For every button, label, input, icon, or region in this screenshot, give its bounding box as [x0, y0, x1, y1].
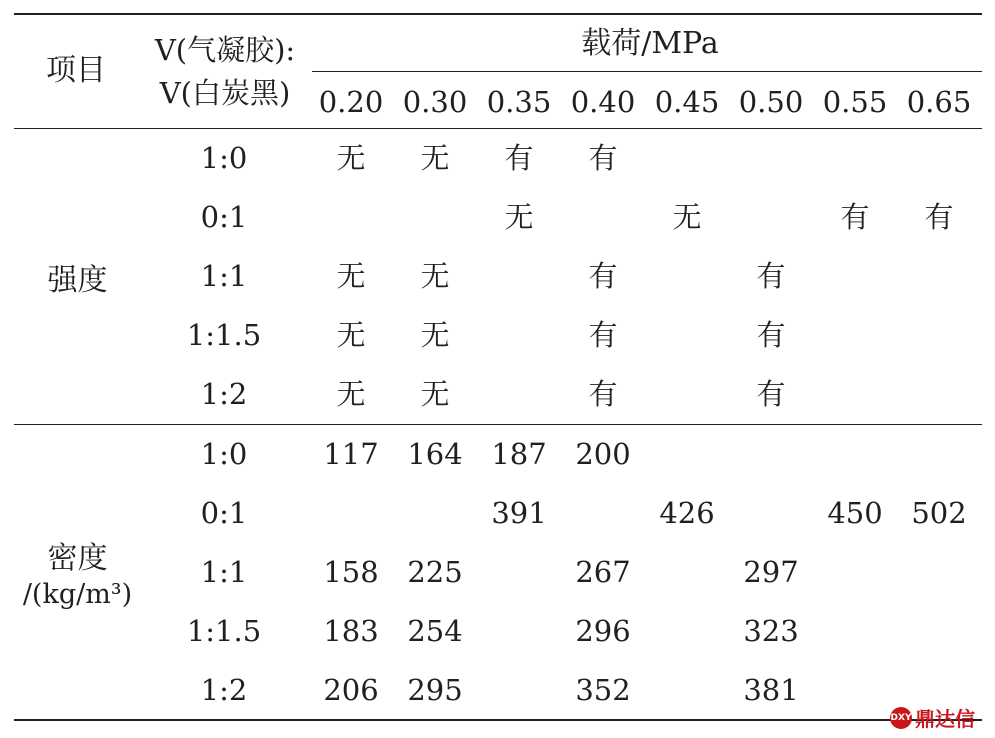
- column-header-ratio-line2: V(白炭黑): [159, 76, 291, 110]
- load-value-header: 0.55: [822, 85, 888, 119]
- column-header-item: 项目: [46, 53, 106, 88]
- header-bottom-rule: [14, 128, 982, 129]
- value-cell: 有: [504, 141, 534, 175]
- value-cell: 295: [407, 673, 463, 707]
- value-cell: 254: [407, 614, 463, 648]
- value-cell: 352: [575, 673, 631, 707]
- ratio-cell: 1:1: [200, 555, 248, 589]
- value-cell: 无: [336, 318, 366, 352]
- load-value-header: 0.65: [906, 85, 972, 119]
- group-label: [10, 540, 145, 611]
- value-cell: 无: [672, 200, 702, 234]
- bottom-rule: [14, 719, 982, 721]
- ratio-cell: 1:2: [200, 377, 248, 411]
- watermark-text: 鼎达信: [915, 707, 975, 731]
- ratio-cell: 0:1: [200, 496, 248, 530]
- value-cell: 200: [575, 437, 631, 471]
- load-value-header: 0.50: [738, 85, 804, 119]
- load-value-header: 0.30: [402, 85, 468, 119]
- value-cell: 297: [743, 555, 799, 589]
- value-cell: 无: [336, 259, 366, 293]
- ratio-cell: 1:1.5: [186, 318, 262, 352]
- group-divider-rule: [14, 424, 982, 425]
- group-label-name: 密度: [47, 541, 108, 576]
- value-cell: 有: [588, 141, 618, 175]
- watermark-logo-icon: DXY: [890, 707, 912, 729]
- load-value-header: 0.35: [486, 85, 552, 119]
- value-cell: 117: [323, 437, 379, 471]
- value-cell: 381: [743, 673, 799, 707]
- value-cell: 323: [743, 614, 799, 648]
- value-cell: 426: [659, 496, 715, 530]
- value-cell: 有: [756, 377, 786, 411]
- value-cell: 有: [588, 259, 618, 293]
- value-cell: 无: [420, 377, 450, 411]
- value-cell: 158: [323, 555, 379, 589]
- watermark: [890, 703, 975, 732]
- top-rule: [14, 13, 982, 15]
- value-cell: 有: [924, 200, 954, 234]
- value-cell: 有: [588, 377, 618, 411]
- value-cell: 164: [407, 437, 463, 471]
- value-cell: 206: [323, 673, 379, 707]
- value-cell: 有: [756, 259, 786, 293]
- value-cell: 有: [840, 200, 870, 234]
- value-cell: 267: [575, 555, 631, 589]
- value-cell: 无: [336, 141, 366, 175]
- value-cell: 183: [323, 614, 379, 648]
- load-value-header: 0.40: [570, 85, 636, 119]
- load-value-header: 0.20: [318, 85, 384, 119]
- value-cell: 无: [504, 200, 534, 234]
- value-cell: 无: [420, 318, 450, 352]
- ratio-cell: 1:0: [200, 141, 248, 175]
- value-cell: 391: [491, 496, 547, 530]
- value-cell: 无: [336, 377, 366, 411]
- ratio-cell: 1:1: [200, 259, 248, 293]
- value-cell: 502: [911, 496, 967, 530]
- ratio-cell: 1:0: [200, 437, 248, 471]
- value-cell: 187: [491, 437, 547, 471]
- value-cell: 有: [588, 318, 618, 352]
- value-cell: 无: [420, 259, 450, 293]
- group-label-name: 强度: [47, 263, 108, 298]
- ratio-cell: 1:2: [200, 673, 248, 707]
- load-header-rule: [312, 71, 982, 72]
- group-label-unit: /(kg/m³): [22, 578, 133, 610]
- ratio-cell: 0:1: [200, 200, 248, 234]
- value-cell: 有: [756, 318, 786, 352]
- value-cell: 450: [827, 496, 883, 530]
- column-header-load: 载荷/MPa: [581, 26, 719, 61]
- column-header-ratio-line1: V(气凝胶):: [154, 33, 296, 67]
- value-cell: 296: [575, 614, 631, 648]
- group-label: [10, 262, 145, 300]
- value-cell: 无: [420, 141, 450, 175]
- ratio-cell: 1:1.5: [186, 614, 262, 648]
- value-cell: 225: [407, 555, 463, 589]
- load-value-header: 0.45: [654, 85, 720, 119]
